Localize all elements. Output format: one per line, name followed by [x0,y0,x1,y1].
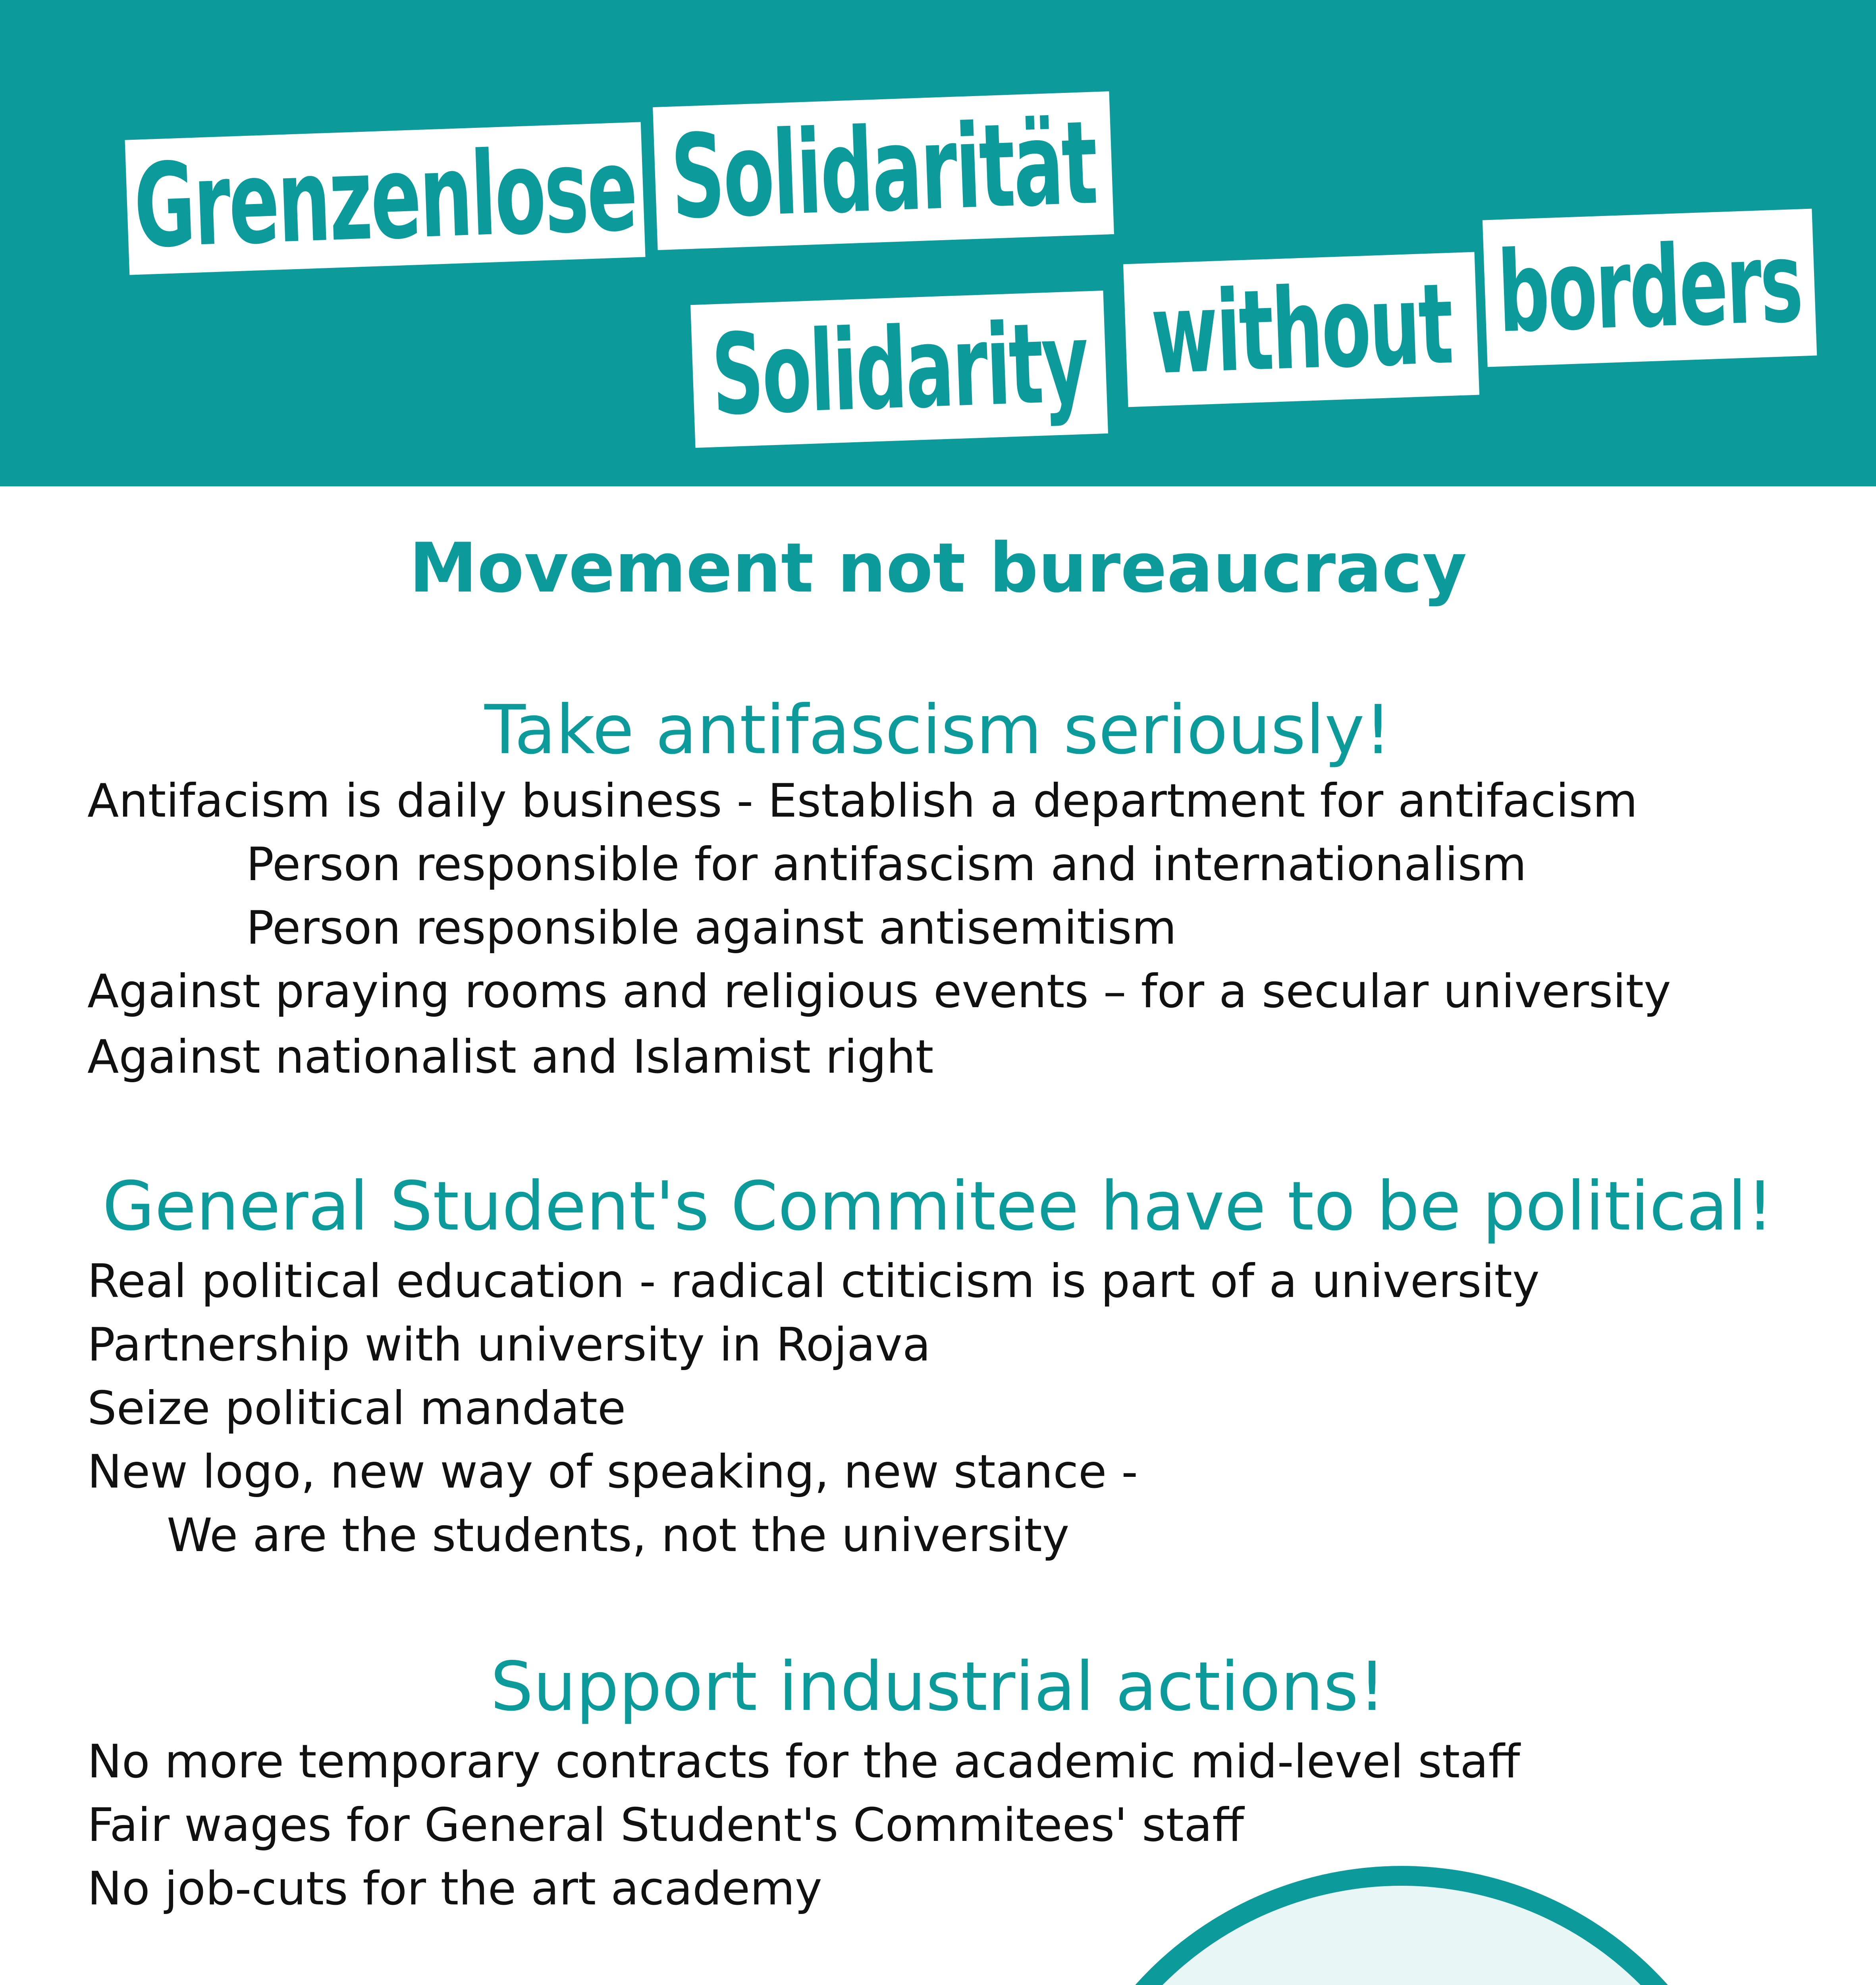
section1-line: Against nationalist and Islamist right [87,1030,934,1084]
section1-line: Antifacism is daily business - Establish a department for antifacism [87,774,1638,828]
section-heading-political: General Student's Commitee have to be political! [102,1167,1774,1246]
headline-word-grenzenlose: Grenzenlose [125,122,645,275]
headline-word-solidaritaet: Solidarität [653,91,1114,250]
section2-line: New logo, new way of speaking, new stance - [87,1445,1138,1499]
section2-line: Seize political mandate [87,1382,626,1435]
subtitle: Movement not bureaucracy [409,528,1467,608]
section1-line: Person responsible for antifascism and internationalism [246,838,1527,891]
section2-line: We are the students, not the university [167,1509,1070,1562]
section3-line: Fair wages for General Student's Commitees' staff [87,1798,1244,1852]
headline-word-without: without [1123,252,1479,407]
section3-line: No job-cuts for the art academy [87,1862,822,1916]
header-band [0,0,1876,486]
headline-word-borders: borders [1483,209,1817,367]
section-heading-antifascism: Take antifascism seriously! [484,691,1392,769]
headline-word-solidarity: Solidarity [690,291,1108,448]
section2-line: Real political education - radical ctiticism is part of a university [87,1255,1540,1308]
section1-line: Person responsible against antisemitism [246,901,1177,955]
section1-line: Against praying rooms and religious events – for a secular university [87,965,1671,1018]
section-heading-industrial: Support industrial actions! [490,1648,1386,1726]
section3-line: No more temporary contracts for the academic mid-level staff [87,1735,1520,1788]
section2-line: Partnership with university in Rojava [87,1318,931,1372]
